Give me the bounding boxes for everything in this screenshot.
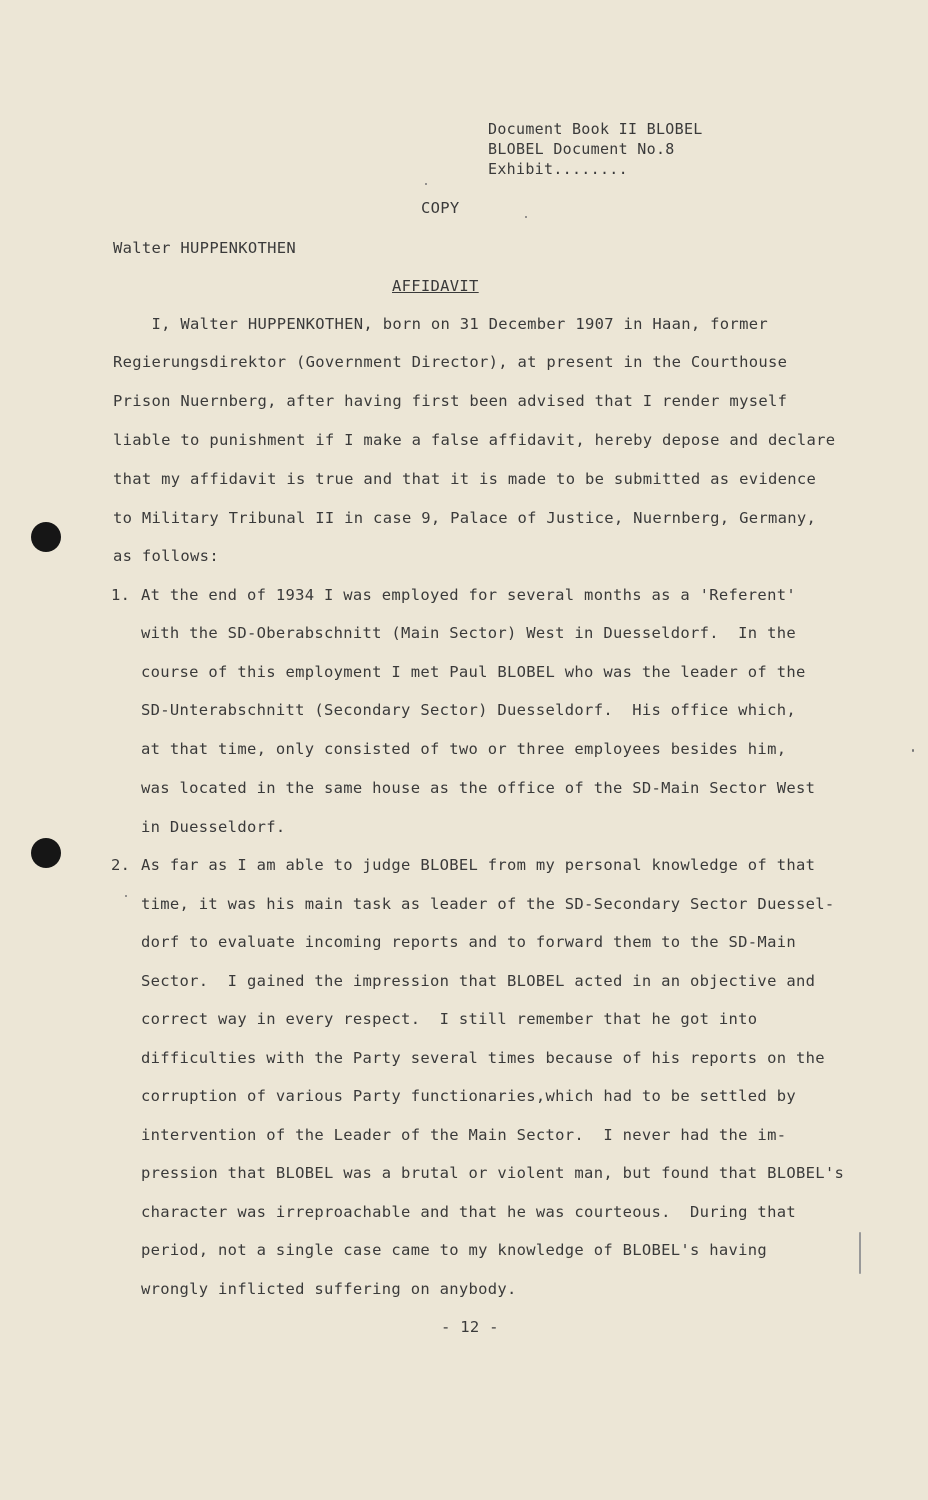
document-book-reference: Document Book II BLOBEL [488, 120, 703, 138]
paragraph-line: course of this employment I met Paul BLOBEL who was the leader of the [141, 663, 806, 681]
paragraph-line: As far as I am able to judge BLOBEL from my personal knowledge of that [141, 856, 816, 874]
paragraph-line: At the end of 1934 I was employed for several months as a 'Referent' [141, 586, 796, 604]
paragraph-line: pression that BLOBEL was a brutal or violent man, but found that BLOBEL's [141, 1164, 845, 1182]
paragraph-line: character was irreproachable and that he was courteous. During that [141, 1203, 796, 1221]
intro-line: as follows: [113, 547, 219, 565]
paragraph-line: in Duesseldorf. [141, 818, 286, 836]
paper-speck [425, 183, 427, 185]
paragraph-line: was located in the same house as the office of the SD-Main Sector West [141, 779, 816, 797]
paragraph-number: 1. [111, 586, 131, 604]
intro-line: that my affidavit is true and that it is made to be submitted as evidence [113, 470, 817, 488]
intro-line: Prison Nuernberg, after having first been advised that I render myself [113, 392, 788, 410]
punch-hole [31, 522, 61, 552]
document-number: BLOBEL Document No.8 [488, 140, 675, 158]
author-name: Walter HUPPENKOTHEN [113, 239, 297, 257]
punch-hole [31, 838, 61, 868]
intro-line: to Military Tribunal II in case 9, Palace of Justice, Nuernberg, Germany, [113, 509, 817, 527]
copy-label: COPY [421, 199, 460, 217]
paragraph-line: wrongly inflicted suffering on anybody. [141, 1280, 517, 1298]
paper-speck [525, 216, 527, 218]
page-number: - 12 - [441, 1318, 499, 1336]
paragraph-line: intervention of the Leader of the Main Sector. I never had the im- [141, 1126, 787, 1144]
paragraph-line: time, it was his main task as leader of the SD-Secondary Sector Duessel- [141, 895, 835, 913]
paper-speck [912, 749, 914, 752]
paragraph-line: SD-Unterabschnitt (Secondary Sector) Duesseldorf. His office which, [141, 701, 796, 719]
intro-line: liable to punishment if I make a false affidavit, hereby depose and declare [113, 431, 836, 449]
intro-line: I, Walter HUPPENKOTHEN, born on 31 December 1907 in Haan, former [113, 315, 768, 333]
intro-line: Regierungsdirektor (Government Director), at present in the Courthouse [113, 353, 788, 371]
paper-mark [859, 1232, 861, 1274]
paragraph-line: period, not a single case came to my knowledge of BLOBEL's having [141, 1241, 768, 1259]
affidavit-title: AFFIDAVIT [392, 277, 479, 295]
exhibit-line: Exhibit........ [488, 160, 628, 178]
paragraph-line: difficulties with the Party several times because of his reports on the [141, 1049, 825, 1067]
paragraph-line: with the SD-Oberabschnitt (Main Sector) West in Duesseldorf. In the [141, 624, 796, 642]
paper-speck [125, 895, 127, 897]
paragraph-line: correct way in every respect. I still remember that he got into [141, 1010, 758, 1028]
paragraph-line: dorf to evaluate incoming reports and to forward them to the SD-Main [141, 933, 796, 951]
paragraph-line: Sector. I gained the impression that BLOBEL acted in an objective and [141, 972, 816, 990]
paragraph-number: 2. [111, 856, 131, 874]
paragraph-line: corruption of various Party functionaries,which had to be settled by [141, 1087, 796, 1105]
paragraph-line: at that time, only consisted of two or three employees besides him, [141, 740, 787, 758]
